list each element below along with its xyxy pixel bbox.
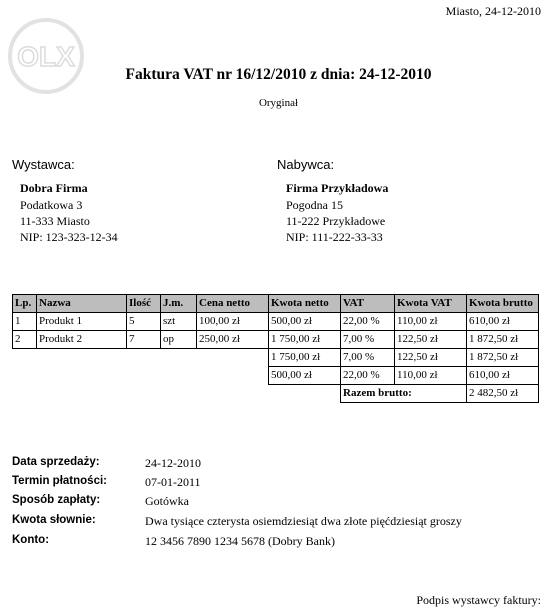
- seller-nip: NIP: 123-323-12-34: [20, 230, 118, 244]
- cell-lp: 1: [13, 313, 37, 331]
- table-row: [13, 313, 539, 331]
- cell-name: Produkt 2: [37, 331, 127, 349]
- invoice-items-table: [12, 294, 539, 403]
- cell-name: Produkt 1: [37, 313, 127, 331]
- payment-due-value: 07-01-2011: [145, 475, 201, 489]
- col-header-name: Nazwa: [37, 295, 127, 313]
- col-header-unit: J.m.: [161, 295, 197, 313]
- cell-vat-rate: 7,00 %: [341, 331, 395, 349]
- sale-date-value: 24-12-2010: [145, 456, 201, 470]
- invoice-copy-type: Oryginał: [258, 97, 299, 109]
- amount-in-words-label: Kwota słownie:: [12, 514, 96, 526]
- col-header-qty: Ilość: [127, 295, 161, 313]
- cell-qty: 5: [127, 313, 161, 331]
- summary-vat-amount: 122,50 zł: [395, 349, 467, 367]
- cell-gross-amount: 610,00 zł: [467, 313, 539, 331]
- cell-unit: op: [161, 331, 197, 349]
- col-header-lp: Lp.: [13, 295, 37, 313]
- summary-gross-amount: 1 872,50 zł: [467, 349, 539, 367]
- cell-vat-amount: 122,50 zł: [395, 331, 467, 349]
- total-row: [13, 385, 539, 403]
- cell-vat-amount: 110,00 zł: [395, 313, 467, 331]
- col-header-unit-net-price: Cena netto: [197, 295, 269, 313]
- col-header-net-amount: Kwota netto: [269, 295, 341, 313]
- summary-spacer: [13, 349, 269, 367]
- total-gross-label: Razem brutto:: [341, 385, 467, 403]
- buyer-city: 11-222 Przykładowe: [286, 214, 386, 228]
- issuer-signature-label: Podpis wystawcy faktury:: [416, 593, 541, 607]
- cell-qty: 7: [127, 331, 161, 349]
- buyer-name: Firma Przykładowa: [286, 181, 389, 195]
- summary-vat-rate: 22,00 %: [341, 367, 395, 385]
- payment-method-value: Gotówka: [145, 494, 189, 508]
- cell-gross-amount: 1 872,50 zł: [467, 331, 539, 349]
- summary-vat-amount: 110,00 zł: [395, 367, 467, 385]
- seller-city: 11-333 Miasto: [20, 214, 90, 228]
- invoice-title: Faktura VAT nr 16/12/2010 z dnia: 24-12-2010: [125, 66, 432, 83]
- col-header-vat-amount: Kwota VAT: [395, 295, 467, 313]
- cell-unit: szt: [161, 313, 197, 331]
- seller-label: Wystawca:: [12, 157, 75, 172]
- cell-net-amount: 500,00 zł: [269, 313, 341, 331]
- olx-watermark-logo: [0, 8, 96, 104]
- payment-due-label: Termin płatności:: [12, 475, 107, 487]
- svg-text:OLX: OLX: [17, 41, 75, 72]
- summary-row: [13, 349, 539, 367]
- buyer-label: Nabywca:: [277, 157, 335, 172]
- seller-name: Dobra Firma: [20, 181, 88, 195]
- table-row: [13, 331, 539, 349]
- summary-spacer: [13, 367, 269, 385]
- cell-lp: 2: [13, 331, 37, 349]
- summary-vat-rate: 7,00 %: [341, 349, 395, 367]
- table-header-row: [13, 295, 539, 313]
- buyer-nip: NIP: 111-222-33-33: [286, 230, 383, 244]
- cell-vat-rate: 22,00 %: [341, 313, 395, 331]
- total-gross-value: 2 482,50 zł: [467, 385, 539, 403]
- col-header-gross-amount: Kwota brutto: [467, 295, 539, 313]
- payment-method-label: Sposób zapłaty:: [12, 494, 101, 506]
- cell-unit-net-price: 250,00 zł: [197, 331, 269, 349]
- account-label: Konto:: [12, 534, 50, 546]
- summary-net-amount: 1 750,00 zł: [269, 349, 341, 367]
- summary-row: [13, 367, 539, 385]
- cell-unit-net-price: 100,00 zł: [197, 313, 269, 331]
- buyer-street: Pogodna 15: [286, 198, 343, 212]
- cell-net-amount: 1 750,00 zł: [269, 331, 341, 349]
- summary-net-amount: 500,00 zł: [269, 367, 341, 385]
- total-spacer: [13, 385, 341, 403]
- summary-gross-amount: 610,00 zł: [467, 367, 539, 385]
- seller-street: Podatkowa 3: [20, 198, 83, 212]
- account-value: 12 3456 7890 1234 5678 (Dobry Bank): [145, 534, 335, 548]
- amount-in-words-value: Dwa tysiące czterysta osiemdziesiąt dwa złote pięćdziesiąt groszy: [145, 514, 462, 528]
- sale-date-label: Data sprzedaży:: [12, 456, 100, 468]
- col-header-vat-rate: VAT: [341, 295, 395, 313]
- place-and-date: Miasto, 24-12-2010: [445, 4, 541, 18]
